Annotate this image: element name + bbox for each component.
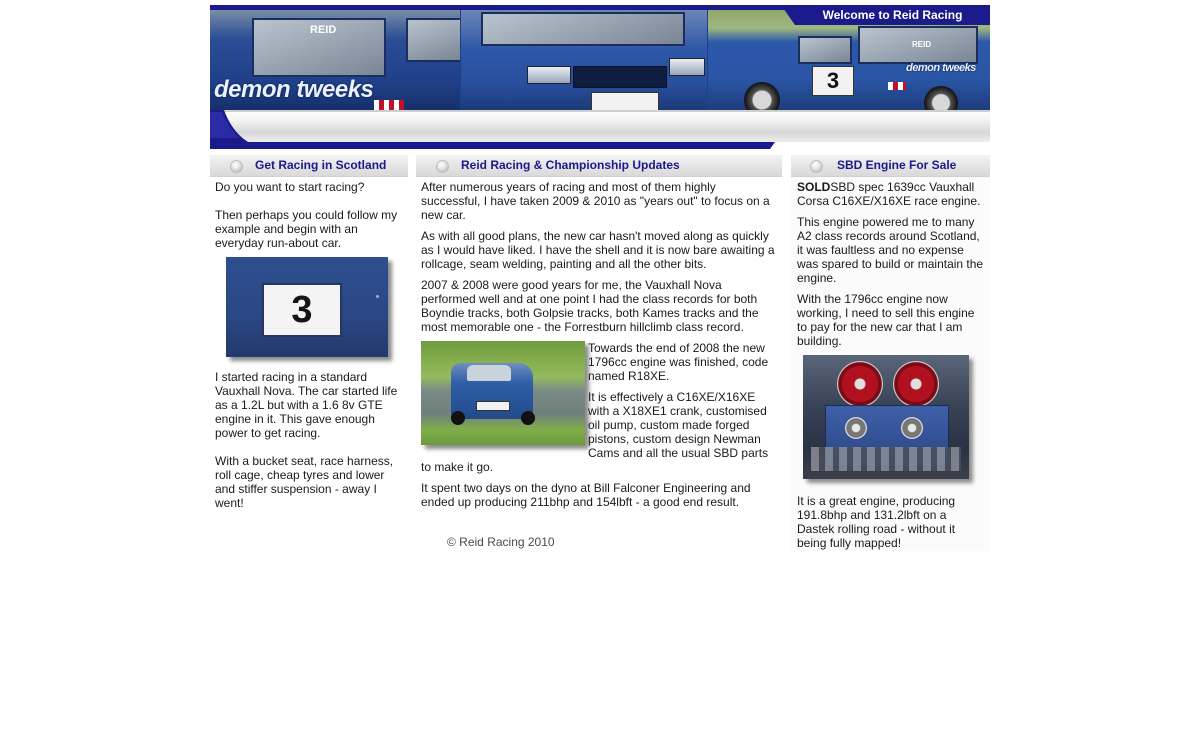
left-text-line: Do you want to start racing?	[215, 180, 365, 194]
right-text-line: 191.8bhp and 131.2lbft on a	[797, 508, 947, 522]
left-text-line: engine in it. This gave enough	[215, 412, 375, 426]
right-column	[791, 155, 990, 551]
right-text-line: was spared to build or maintain the	[797, 257, 984, 271]
left-text-line: With a bucket seat, race harness,	[215, 454, 394, 468]
header-swoosh	[210, 110, 990, 149]
middle-text-line: named R18XE.	[588, 369, 670, 383]
left-text-line: as a 1.2L but with a 1.6 8v GTE	[215, 398, 383, 412]
checker-flag-decal-small	[888, 82, 906, 90]
front-number-plate	[591, 92, 659, 110]
middle-text-line: Boyndie tracks, both Golpsie tracks, both Kames tracks and the	[421, 306, 759, 320]
left-paragraph-2	[215, 208, 397, 250]
left-text-line: example and begin with an	[215, 222, 358, 236]
right-text-fragment: SBD spec 1639cc Vauxhall	[830, 180, 975, 194]
nova-car-plate	[476, 401, 510, 411]
cam-pulley-left	[837, 361, 883, 407]
checker-flag-decal	[374, 100, 404, 110]
middle-text-line: to make it go.	[421, 460, 494, 474]
middle-text-line: It spent two days on the dyno at Bill Falconer Engineering and	[421, 481, 751, 495]
middle-paragraph-5	[588, 390, 768, 460]
left-text-line: and stiffer suspension - away I	[215, 482, 377, 496]
door-detail	[376, 295, 379, 298]
left-text-line: Vauxhall Nova. The car started life	[215, 384, 398, 398]
right-paragraph-2	[797, 215, 983, 285]
middle-column-title: Reid Racing & Championship Updates	[461, 158, 680, 172]
sold-label: SOLD	[797, 180, 831, 194]
right-text-line: it was faultless and no expense	[797, 243, 964, 257]
middle-text-line: ended up producing 211bhp and 154lbft - a good end result.	[421, 495, 740, 509]
left-paragraph-3	[215, 370, 397, 440]
right-paragraph-3	[797, 292, 974, 348]
left-column-header	[210, 155, 408, 176]
header-bullet-icon	[810, 160, 823, 173]
middle-text-line: As with all good plans, the new car hasn't moved along as quickly	[421, 229, 769, 243]
middle-text-line: It is effectively a C16XE/X16XE	[588, 390, 756, 404]
car-rear-window	[406, 18, 460, 62]
middle-column	[416, 155, 782, 509]
reid-window-sticker: REID	[310, 24, 337, 36]
middle-text-line: oil pump, custom made forged	[588, 418, 750, 432]
demon-tweeks-logo-small: demon tweeks	[906, 62, 976, 74]
cam-pulley-right	[893, 361, 939, 407]
right-text-line: This engine powered me to many	[797, 215, 975, 229]
middle-text-line: with a X18XE1 crank, customised	[588, 404, 767, 418]
header-bullet-icon	[436, 160, 449, 173]
left-text-line: Then perhaps you could follow my	[215, 208, 398, 222]
middle-column-header	[416, 155, 782, 176]
car-grille	[573, 66, 667, 88]
car-wheel-front	[744, 82, 780, 110]
middle-text-line: Cams and all the usual SBD parts	[588, 446, 769, 460]
left-intro-question	[215, 180, 364, 194]
race-number-panel: 3	[812, 66, 854, 96]
right-text-line: building.	[797, 334, 842, 348]
right-paragraph-1	[797, 180, 980, 208]
right-text-line: engine.	[797, 271, 837, 285]
middle-text-line: rollcage, seam welding, painting and all the other bits.	[421, 257, 707, 271]
middle-paragraph-1	[421, 180, 770, 222]
right-text-line: A2 class records around Scotland,	[797, 229, 980, 243]
race-number-plate: 3	[262, 283, 342, 337]
nova-car-windscreen	[467, 365, 511, 381]
right-column-header	[791, 155, 990, 176]
left-column	[210, 155, 408, 510]
left-paragraph-4	[215, 454, 393, 510]
right-column-title: SBD Engine For Sale	[837, 158, 957, 172]
middle-text-line: performed well and at one point I had the class records for both	[421, 292, 758, 306]
right-text-line: working, I need to sell this engine	[797, 306, 975, 320]
engine-pipework	[811, 447, 961, 471]
engine-thumbnail[interactable]	[803, 355, 969, 479]
welcome-banner: Welcome to Reid Racing	[795, 5, 990, 25]
car-windscreen	[481, 12, 685, 46]
right-paragraph-4	[797, 494, 955, 550]
banner-photo-car-side	[210, 10, 460, 110]
car-side-window	[798, 36, 852, 64]
middle-text-line: new car.	[421, 208, 466, 222]
left-text-line: roll cage, cheap tyres and lower	[215, 468, 385, 482]
left-text-line: power to get racing.	[215, 426, 321, 440]
footer-copyright: © Reid Racing 2010	[447, 535, 555, 549]
middle-text-line: 1796cc engine was finished, code	[588, 355, 769, 369]
middle-text-line: successful, I have taken 2009 & 2010 as "years out" to focus on a	[421, 194, 770, 208]
left-column-title: Get Racing in Scotland	[255, 158, 387, 172]
headlamp-right	[669, 58, 705, 76]
left-text-line: everyday run-about car.	[215, 236, 342, 250]
middle-paragraph-6	[421, 481, 751, 509]
nova-car-tyre	[521, 411, 535, 425]
middle-text-line: as I would have liked. I have the shell and it is now bare awaiting a	[421, 243, 775, 257]
banner-photo-car-front	[461, 10, 707, 110]
left-text-line: went!	[215, 496, 244, 510]
race-number-thumbnail[interactable]	[226, 257, 388, 357]
middle-text-line: Towards the end of 2008 the new	[588, 341, 765, 355]
nova-car-tyre	[451, 411, 465, 425]
car-wheel-rear	[924, 86, 958, 110]
demon-tweeks-logo: demon tweeks	[214, 76, 374, 103]
engine-pulley	[901, 417, 923, 439]
header-bullet-icon	[230, 160, 243, 173]
nova-race-car-thumbnail[interactable]	[421, 341, 585, 445]
middle-text-line: most memorable one - the Forrestburn hillclimb class record.	[421, 320, 744, 334]
banner-photo-car-rear	[708, 10, 990, 110]
middle-text-line: pistons, custom design Newman	[588, 432, 761, 446]
right-text-line: Corsa C16XE/X16XE race engine.	[797, 194, 981, 208]
right-text-line	[797, 180, 980, 194]
engine-pulley	[845, 417, 867, 439]
header-banner	[210, 5, 990, 110]
middle-text-line: 2007 & 2008 were good years for me, the Vauxhall Nova	[421, 278, 722, 292]
middle-paragraph-3	[421, 278, 759, 334]
middle-text-line: After numerous years of racing and most of them highly	[421, 180, 716, 194]
right-text-line: With the 1796cc engine now	[797, 292, 948, 306]
right-text-line: Dastek rolling road - without it	[797, 522, 956, 536]
reid-window-sticker-small: REID	[912, 40, 932, 49]
right-text-line: to pay for the new car that I am	[797, 320, 963, 334]
left-text-line: I started racing in a standard	[215, 370, 368, 384]
middle-paragraph-5-tail	[421, 460, 493, 474]
middle-paragraph-2	[421, 229, 775, 271]
right-text-line: It is a great engine, producing	[797, 494, 956, 508]
headlamp-left	[527, 66, 571, 84]
middle-paragraph-4	[588, 341, 768, 383]
right-text-line: being fully mapped!	[797, 536, 902, 550]
